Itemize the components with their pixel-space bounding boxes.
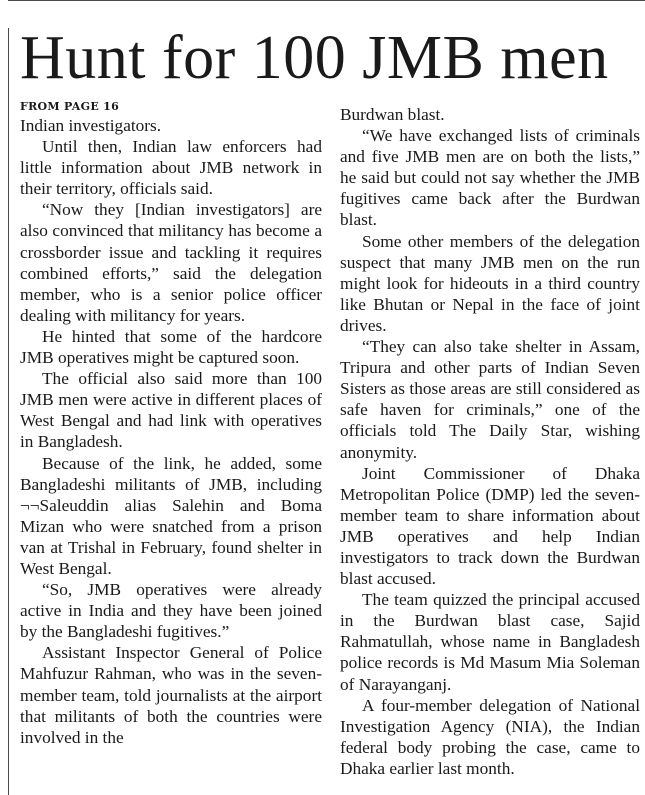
paragraph: Burdwan blast. (340, 105, 445, 124)
paragraph: “So, JMB operatives were already active in India and they have been joined by the Bangladeshi fugitives.” (20, 580, 322, 642)
paragraph: Some other members of the delegation suspect that many JMB men on the run might look for hideouts in a third country like Bhutan or Nepal in the face of joint drives. (340, 231, 640, 335)
paragraph: A four-member delegation of National Investigation Agency (NIA), the Indian federal body probing the case, came to Dhaka earlier last month. (340, 695, 640, 778)
paragraph: The team quizzed the principal accused in the Burdwan blast case, Sajid Rahmatullah, whose name in Bangladesh police records is Md Masum Mia Soleman of Narayanganj. (340, 590, 640, 694)
paragraph: “Now they [Indian investigators] are also convinced that militancy has become a crossborder issue and tackling it requires combined efforts,” said the delegation member, who is a senior police officer dealing with militancy for years. (20, 200, 322, 325)
paragraph: Because of the link, he added, some Bangladeshi militants of JMB, including ¬¬Saleuddin alias Salehin and Boma Mizan who were snatched from a prison van at Trishal in February, found shelter in West Bengal. (20, 453, 322, 578)
paragraph: Indian investigators. (20, 116, 162, 135)
headline: Hunt for 100 JMB men (20, 24, 609, 92)
paragraph: Joint Commissioner of Dhaka Metropolitan Police (DMP) led the seven-member team to share information about JMB operatives and help Indian investigators to track down the Burdwan blast accused. (340, 463, 640, 589)
paragraph: He hinted that some of the hardcore JMB operatives might be captured soon. (20, 326, 322, 368)
paragraph: Until then, Indian law enforcers had little information about JMB network in their territory, officials said. (20, 137, 322, 199)
paragraph: “We have exchanged lists of criminals and five JMB men are on both the lists,” he said but could not say whether the JMB fugitives came back after the Burdwan blast. (340, 126, 640, 230)
left-column-rule (8, 28, 9, 795)
left-column (20, 100, 322, 748)
right-column (340, 104, 640, 779)
top-rule (8, 0, 645, 1)
continuation-kicker: FROM PAGE 16 (20, 100, 120, 113)
paragraph: The official also said more than 100 JMB men were active in different places of West Bengal and had link with operatives in Bangladesh. (20, 369, 322, 452)
paragraph: “They can also take shelter in Assam, Tripura and other parts of Indian Seven Sisters as those areas are still considered as safe haven for criminals,” one of the officials told The Daily Star, wishing anonymity. (340, 337, 640, 462)
paragraph: Assistant Inspector General of Police Mahfuzur Rahman, who was in the seven-member team, told journalists at the airport that militants of both the countries were involved in the (20, 643, 322, 747)
